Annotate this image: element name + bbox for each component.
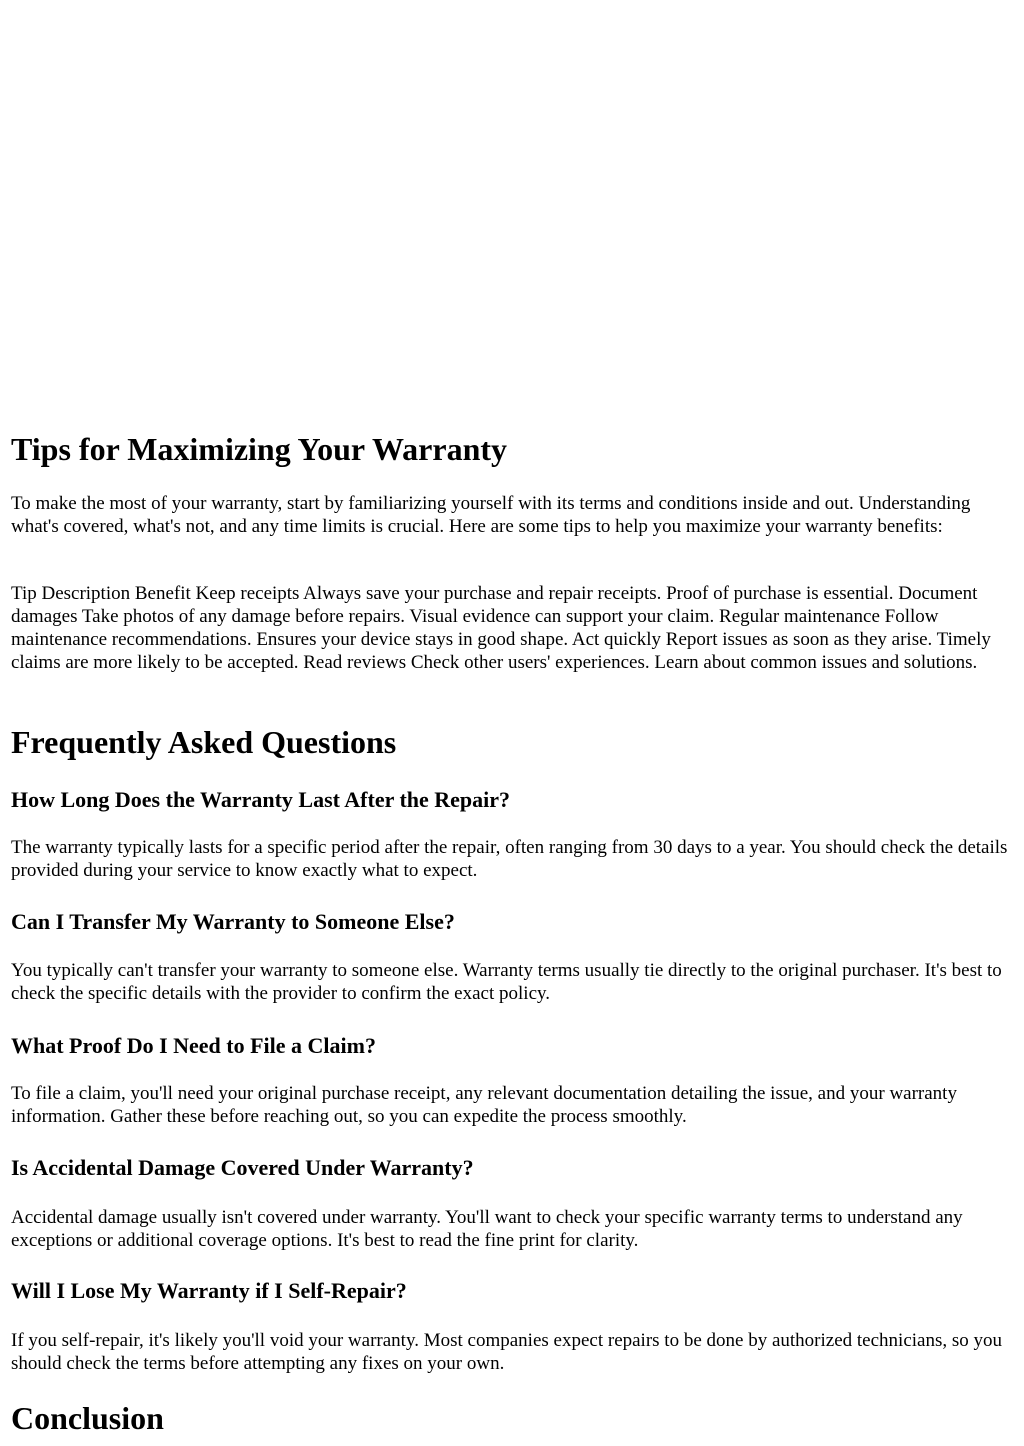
faq-heading: Frequently Asked Questions xyxy=(11,724,397,760)
tips-table-text: Tip Description Benefit Keep receipts Always save your purchase and repair receipts. Proof of purchase is essential. Document damages Take photos of any damage before repairs. Visual evidence can support your claim. Regular maintenance Follow maintenance recommendations. Ensures your device stays in good shape. Act quickly Report issues as soon as they arise. Timely claims are more likely to be accepted. Read reviews Check other users' experiences. Learn about common issues and solutions. xyxy=(11,583,991,673)
faq-answer-3: To file a claim, you'll need your original purchase receipt, any relevant documentation detailing the issue, and your warranty information. Gather these before reaching out, so you can expedite the process smoothly. xyxy=(11,1083,957,1127)
faq-question-1: How Long Does the Warranty Last After the Repair? xyxy=(11,787,511,812)
faq-question-4: Is Accidental Damage Covered Under Warranty? xyxy=(11,1155,474,1180)
faq-answer-5: If you self-repair, it's likely you'll void your warranty. Most companies expect repairs to be done by authorized technicians, so you should check the terms before attempting any fixes on your own. xyxy=(11,1330,1002,1374)
faq-question-3: What Proof Do I Need to File a Claim? xyxy=(11,1033,376,1058)
conclusion-heading: Conclusion xyxy=(11,1400,164,1436)
faq-answer-1: The warranty typically lasts for a specific period after the repair, often ranging from 30 days to a year. You should check the details provided during your service to know exactly what to expect. xyxy=(11,837,1008,881)
faq-question-5: Will I Lose My Warranty if I Self-Repair? xyxy=(11,1278,407,1303)
tips-heading: Tips for Maximizing Your Warranty xyxy=(11,431,508,467)
faq-answer-4: Accidental damage usually isn't covered under warranty. You'll want to check your specific warranty terms to understand any exceptions or additional coverage options. It's best to read the fine print for clarity. xyxy=(11,1207,963,1251)
faq-answer-2: You typically can't transfer your warranty to someone else. Warranty terms usually tie directly to the original purchaser. It's best to check the specific details with the provider to confirm the exact policy. xyxy=(11,960,1002,1004)
faq-question-2: Can I Transfer My Warranty to Someone Else? xyxy=(11,909,455,934)
tips-intro-paragraph: To make the most of your warranty, start by familiarizing yourself with its terms and conditions inside and out. Understanding what's covered, what's not, and any time limits is crucial. Here are some tips to help you maximize your warranty benefits: xyxy=(11,493,971,537)
